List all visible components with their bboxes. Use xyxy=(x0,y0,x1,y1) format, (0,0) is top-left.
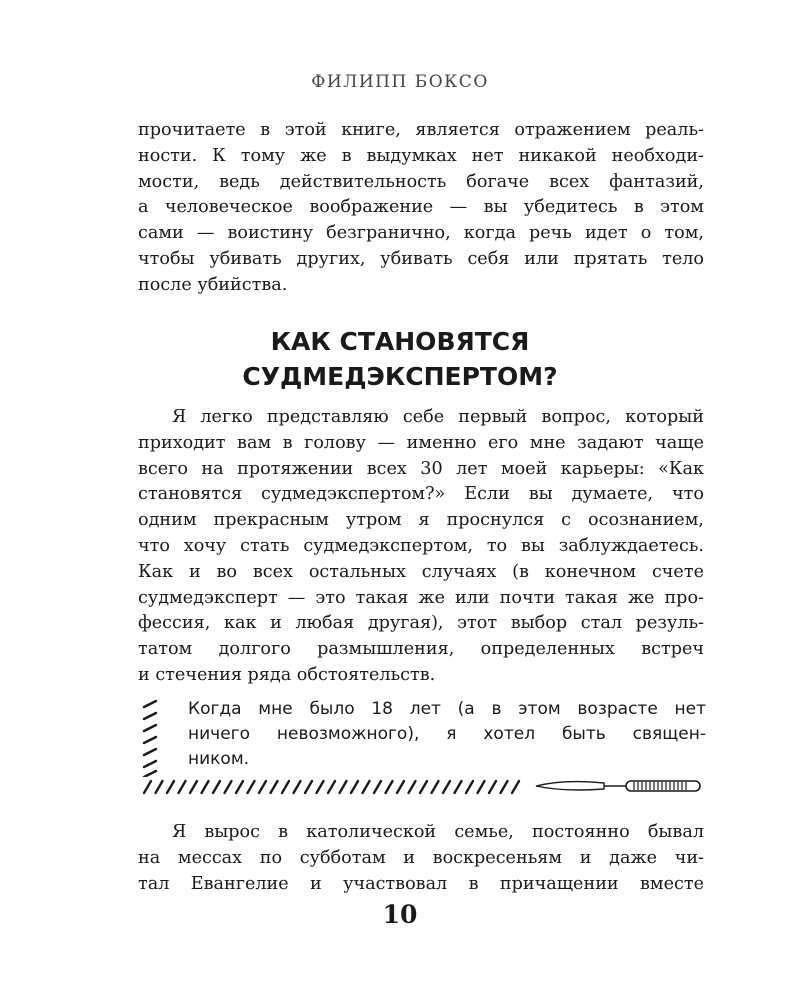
running-head: ФИЛИПП БОКСО xyxy=(311,72,489,92)
heading-line: СУДМЕДЭКСПЕРТОМ? xyxy=(242,362,558,391)
text-line: на мессах по субботам и воскресеньям и даже чи- xyxy=(138,847,704,868)
text-line: ничего невозможного), я хотел быть священ- xyxy=(188,724,706,744)
text-line: Как и во всех остальных случаях (в конечном счете xyxy=(138,561,704,582)
text-line: фессия, как и любая другая), этот выбор стал резуль- xyxy=(138,613,704,634)
text-line: прочитаете в этой книге, является отражением реаль- xyxy=(138,120,704,140)
text-line: татом долгого размышления, определенных встреч xyxy=(138,639,704,660)
text-line: что хочу стать судмедэкспертом, то вы заблуждаетесь. xyxy=(138,535,704,556)
hatch-rule-icon xyxy=(142,779,527,795)
text-line: Когда мне было 18 лет (а в этом возрасте нет xyxy=(188,699,706,719)
paragraph-1 xyxy=(138,118,704,299)
text-line: чтобы убивать других, убивать себя или прятать тело xyxy=(138,248,704,269)
text-line: Я легко представляю себе первый вопрос, который xyxy=(172,407,704,427)
text-line: сами — воистину безгранично, когда речь идет о том, xyxy=(138,223,704,244)
text-line: тал Евангелие и участвовал в причащении вместе xyxy=(138,873,704,894)
page-number: 10 xyxy=(382,900,418,929)
paragraph-3 xyxy=(138,820,704,897)
paragraph-2 xyxy=(138,405,704,689)
scalpel-icon xyxy=(534,777,704,795)
text-line: Я вырос в католической семье, постоянно бывал xyxy=(172,822,704,842)
text-line: становятся судмедэкспертом?» Если вы думаете, что xyxy=(138,484,704,505)
text-line: всего на протяжении всех 30 лет моей карьеры: «Как xyxy=(138,458,704,479)
text-line: судмедэксперт — это такая же или почти такая же про- xyxy=(138,587,704,608)
text-line: приходит вам в голову — именно его мне задают чаще xyxy=(138,432,704,453)
section-heading xyxy=(0,324,800,394)
text-line: а человеческое воображение — вы убедитесь в этом xyxy=(138,197,704,218)
text-line: мости, ведь действительность богаче всех фантазий, xyxy=(138,171,704,192)
text-line: ником. xyxy=(188,749,250,769)
hatch-border-icon xyxy=(142,699,162,777)
heading-line: КАК СТАНОВЯТСЯ xyxy=(270,327,530,356)
quote-text xyxy=(188,697,706,772)
text-line: после убийства. xyxy=(138,274,288,295)
text-line: ности. К тому же в выдумках нет никакой необходи- xyxy=(138,145,704,166)
pull-quote xyxy=(138,697,704,797)
text-line: одним прекрасным утром я проснулся с осознанием, xyxy=(138,510,704,531)
text-line: и стечения ряда обстоятельств. xyxy=(138,664,436,685)
